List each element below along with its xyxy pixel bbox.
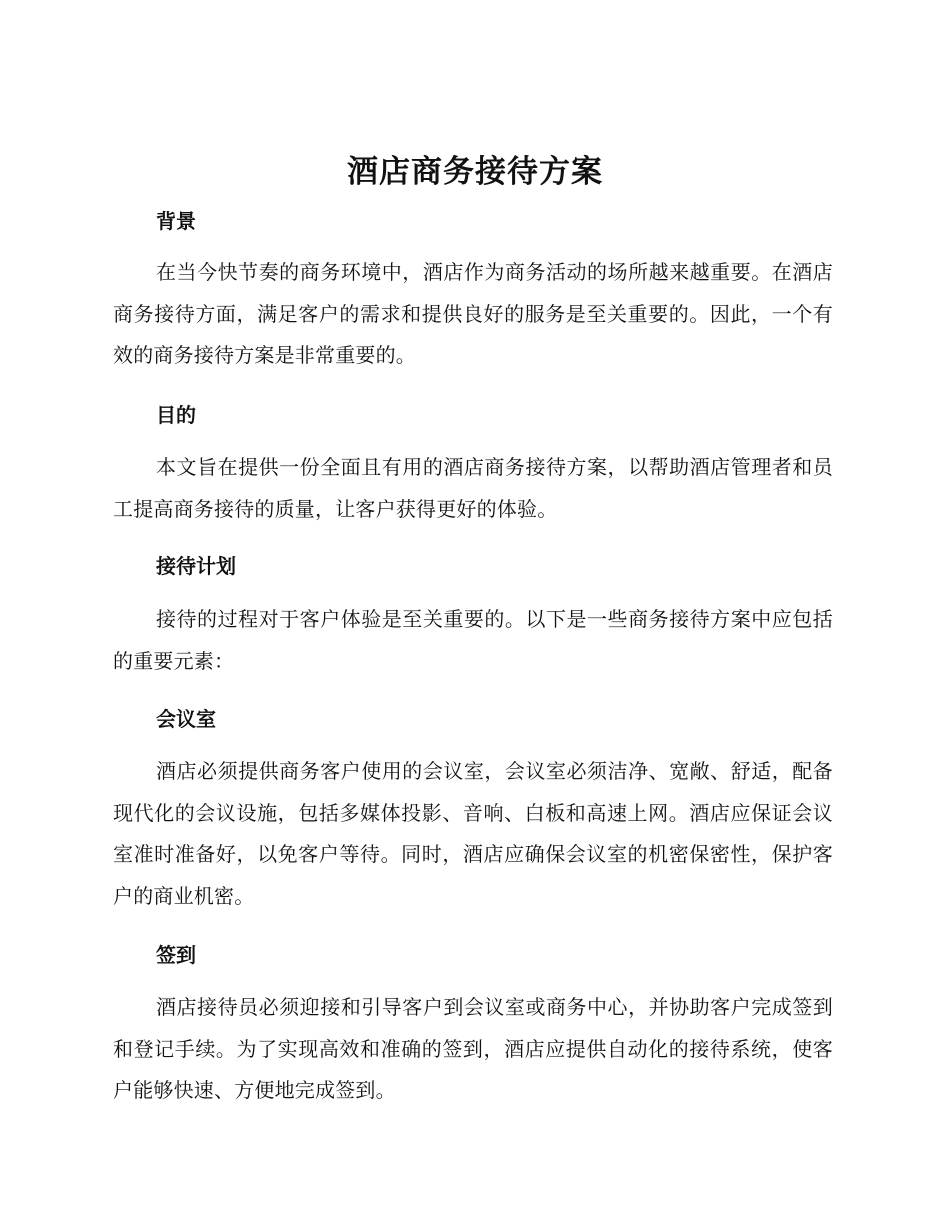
document-title: 酒店商务接待方案 — [347, 154, 603, 190]
section-heading-purpose: 目的 — [156, 403, 196, 427]
section-heading-reception-plan: 接待计划 — [156, 554, 236, 578]
section-heading-check-in: 签到 — [156, 943, 196, 967]
section-heading-background: 背景 — [156, 209, 196, 233]
section-paragraph-purpose: 本文旨在提供一份全面且有用的酒店商务接待方案，以帮助酒店管理者和员工提高商务接待的质量，让客户获得更好的体验。 — [113, 455, 833, 521]
section-paragraph-meeting-room: 酒店必须提供商务客户使用的会议室，会议室必须洁净、宽敞、舒适，配备现代化的会议设施，包括多媒体投影、音响、白板和高速上网。酒店应保证会议室准时准备好，以免客户等待。同时，酒店应确保会议室的机密保密性，保护客户的商业机密。 — [113, 759, 833, 908]
section-heading-meeting-room: 会议室 — [156, 707, 216, 731]
section-paragraph-background: 在当今快节奏的商务环境中，酒店作为商务活动的场所越来越重要。在酒店商务接待方面，满足客户的需求和提供良好的服务是至关重要的。因此，一个有效的商务接待方案是非常重要的。 — [113, 260, 833, 367]
section-paragraph-reception-plan: 接待的过程对于客户体验是至关重要的。以下是一些商务接待方案中应包括的重要元素： — [113, 607, 833, 673]
section-paragraph-check-in: 酒店接待员必须迎接和引导客户到会议室或商务中心，并协助客户完成签到和登记手续。为了实现高效和准确的签到，酒店应提供自动化的接待系统，使客户能够快速、方便地完成签到。 — [113, 995, 833, 1102]
